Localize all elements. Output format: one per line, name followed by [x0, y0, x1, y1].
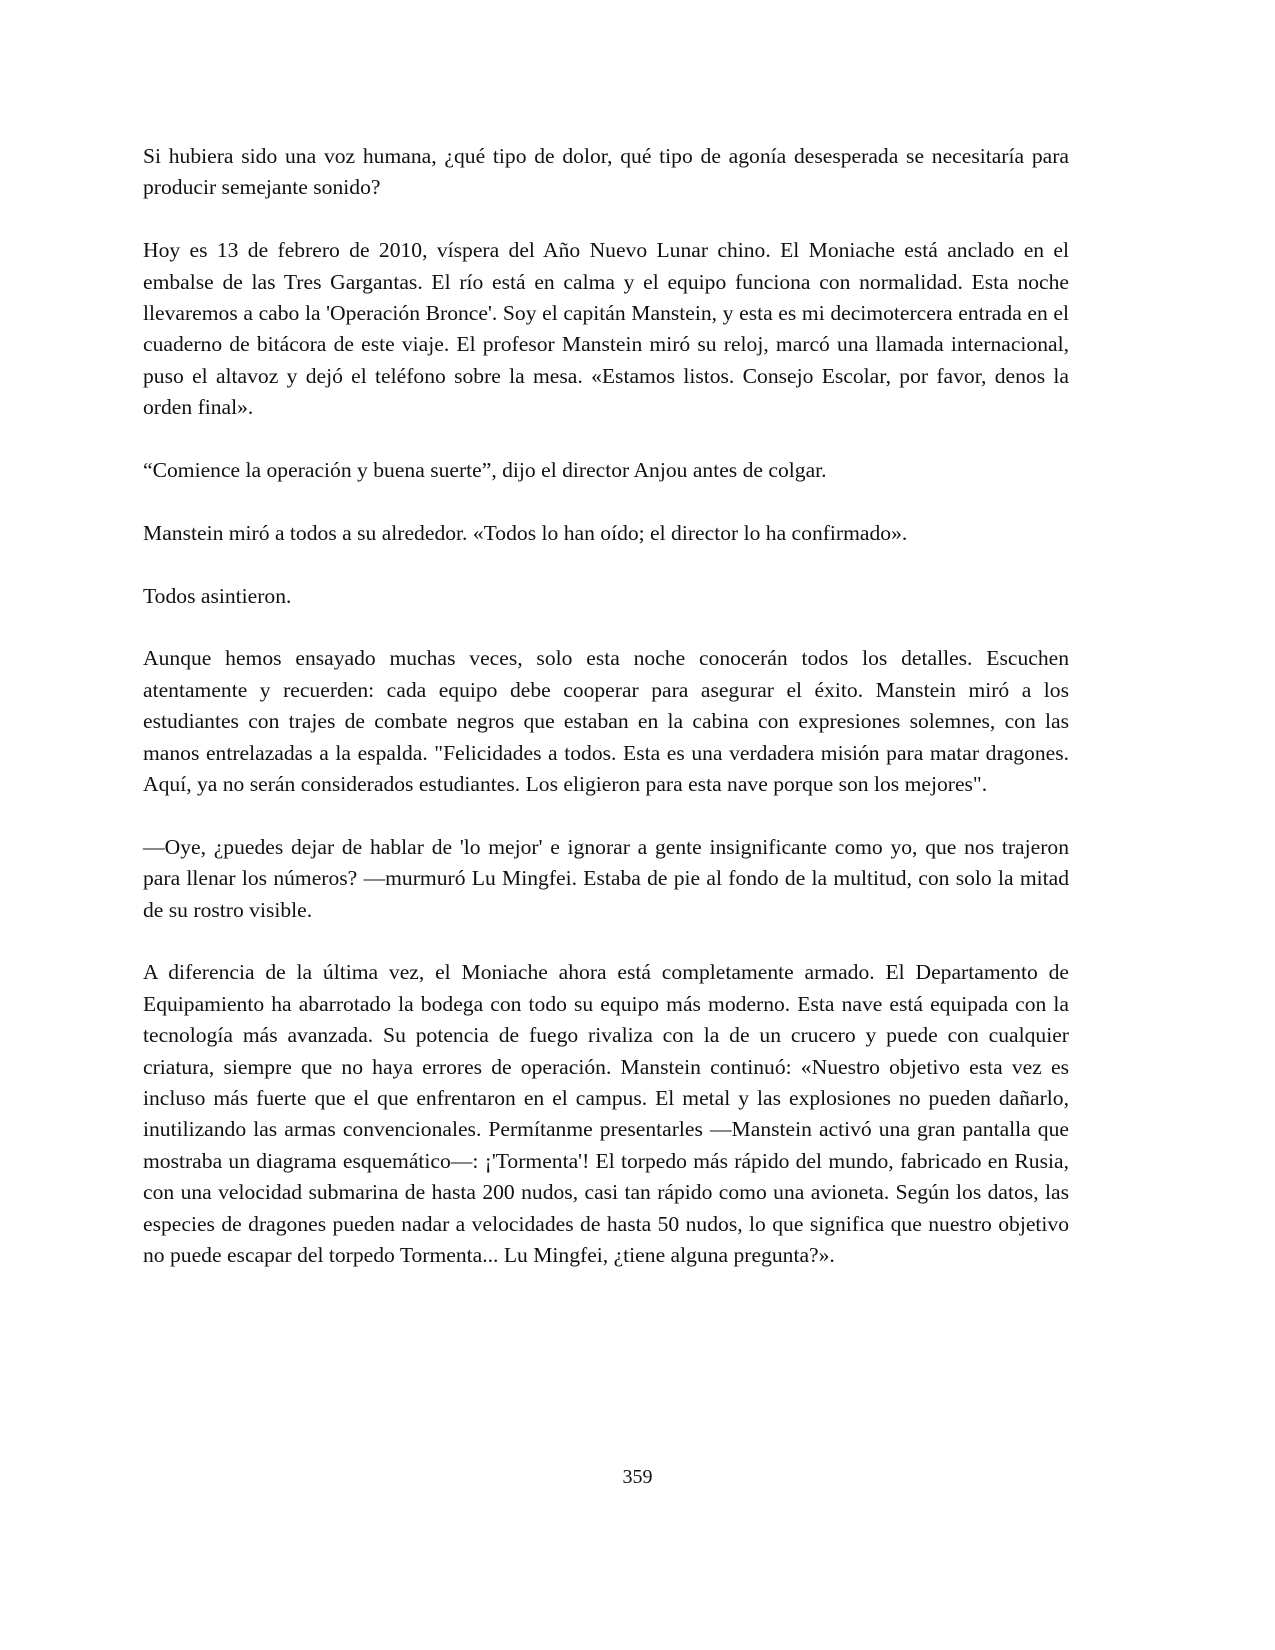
paragraph: —Oye, ¿puedes dejar de hablar de 'lo mejor' e ignorar a gente insignificante como yo, que nos trajeron para llenar los números? —murmuró Lu Mingfei. Estaba de pie al fondo de la multitud, con solo la mitad de su rostro visible. — [143, 834, 1069, 922]
paragraph: Todos asintieron. — [143, 583, 292, 608]
paragraph: A diferencia de la última vez, el Moniache ahora está completamente armado. El Departamento de Equipamiento ha abarrotado la bodega con todo su equipo más moderno. Esta nave está equipada con la tecnología más avanzada. Su potencia de fuego rivaliza con la de un crucero y puede con cualquier criatura, siempre que no haya errores de operación. Manstein continuó: «Nuestro objetivo esta vez es incluso más fuerte que el que enfrentaron en el campus. El metal y las explosiones no pueden dañarlo, inutilizando las armas convencionales. Permítanme presentarles —Manstein activó una gran pantalla que mostraba un diagrama esquemático—: ¡'Tormenta'! El torpedo más rápido del mundo, fabricado en Rusia, con una velocidad submarina de hasta 200 nudos, casi tan rápido como una avioneta. Según los datos, las especies de dragones pueden nadar a velocidades de hasta 50 nudos, lo que significa que nuestro objetivo no puede escapar del torpedo Tormenta... Lu Mingfei, ¿tiene alguna pregunta?». — [143, 960, 1069, 1268]
page-body — [143, 141, 1069, 1303]
paragraph: Si hubiera sido una voz humana, ¿qué tipo de dolor, qué tipo de agonía desesperada se necesitaría para producir semejante sonido? — [143, 144, 1069, 200]
page-number: 359 — [622, 1466, 653, 1488]
paragraph: “Comience la operación y buena suerte”, dijo el director Anjou antes de colgar. — [143, 458, 827, 483]
paragraph: Hoy es 13 de febrero de 2010, víspera del Año Nuevo Lunar chino. El Moniache está anclado en el embalse de las Tres Gargantas. El río está en calma y el equipo funciona con normalidad. Esta noche llevaremos a cabo la 'Operación Bronce'. Soy el capitán Manstein, y esta es mi decimotercera entrada en el cuaderno de bitácora de este viaje. El profesor Manstein miró su reloj, marcó una llamada internacional, puso el altavoz y dejó el teléfono sobre la mesa. «Estamos listos. Consejo Escolar, por favor, denos la orden final». — [143, 238, 1069, 420]
paragraph: Aunque hemos ensayado muchas veces, solo esta noche conocerán todos los detalles. Escuchen atentamente y recuerden: cada equipo debe cooperar para asegurar el éxito. Manstein miró a los estudiantes con trajes de combate negros que estaban en la cabina con expresiones solemnes, con las manos entrelazadas a la espalda. "Felicidades a todos. Esta es una verdadera misión para matar dragones. Aquí, ya no serán considerados estudiantes. Los eligieron para esta nave porque son los mejores". — [143, 646, 1069, 797]
paragraph: Manstein miró a todos a su alrededor. «Todos lo han oído; el director lo ha confirmado». — [143, 520, 908, 545]
